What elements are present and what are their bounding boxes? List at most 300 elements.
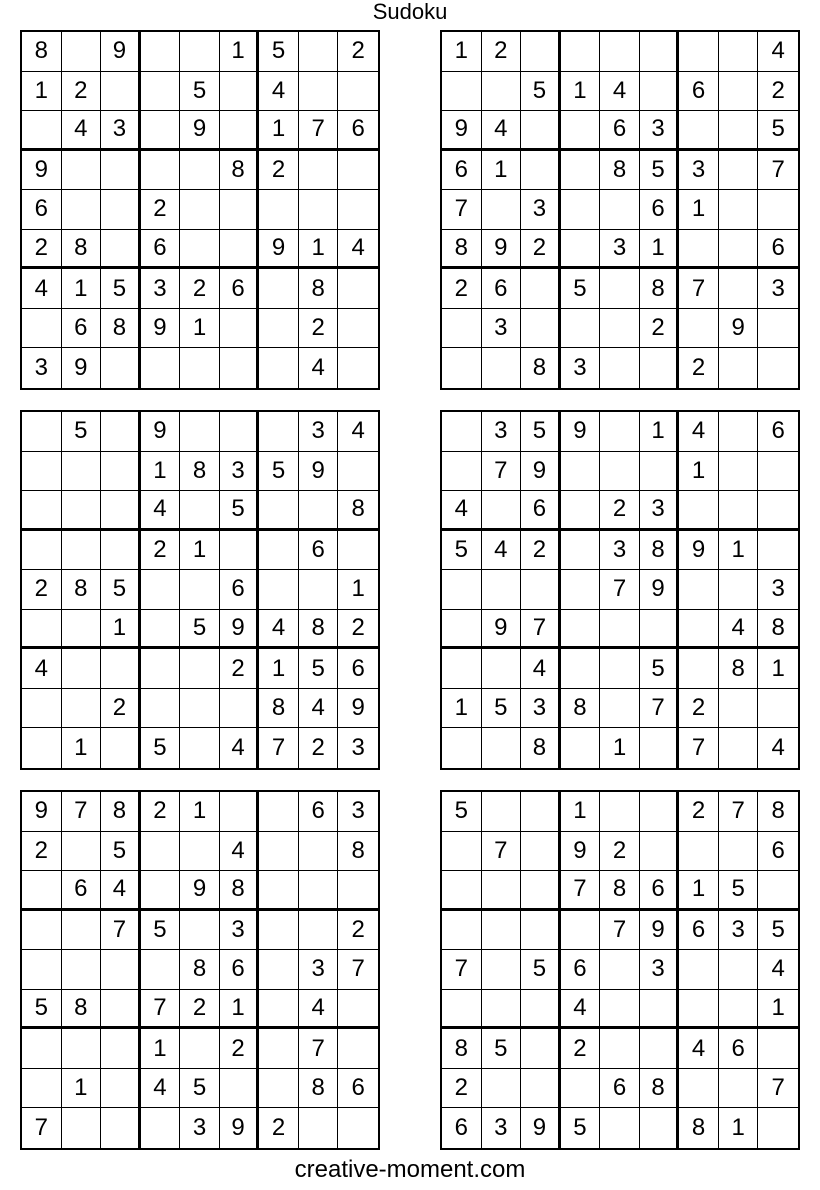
sudoku-cell: [521, 990, 561, 1030]
sudoku-cell: 9: [220, 610, 260, 650]
sudoku-cell: 5: [521, 412, 561, 452]
sudoku-cell: 3: [482, 309, 522, 349]
sudoku-cell: 8: [679, 1108, 719, 1148]
sudoku-cell: 2: [338, 32, 378, 72]
sudoku-cell: 4: [259, 610, 299, 650]
sudoku-cell: 8: [338, 491, 378, 531]
sudoku-cell: [482, 990, 522, 1030]
sudoku-cell: 6: [719, 1029, 759, 1069]
sudoku-cell: [259, 531, 299, 571]
sudoku-cell: [220, 531, 260, 571]
sudoku-cell: 7: [600, 570, 640, 610]
sudoku-cell: [719, 689, 759, 729]
sudoku-cell: [22, 491, 62, 531]
sudoku-cell: [719, 491, 759, 531]
sudoku-cell: [101, 230, 141, 270]
sudoku-cell: [101, 491, 141, 531]
sudoku-cell: [521, 792, 561, 832]
sudoku-cell: [180, 151, 220, 191]
sudoku-cell: 7: [101, 911, 141, 951]
sudoku-cell: [640, 72, 680, 112]
sudoku-cell: [259, 1069, 299, 1109]
sudoku-cell: 5: [521, 950, 561, 990]
sudoku-cell: [338, 151, 378, 191]
sudoku-cell: [561, 531, 601, 571]
sudoku-cell: [141, 32, 181, 72]
sudoku-cell: 5: [220, 491, 260, 531]
sudoku-cell: 1: [220, 990, 260, 1030]
sudoku-cell: [521, 1069, 561, 1109]
sudoku-cell: 2: [259, 1108, 299, 1148]
sudoku-cell: [719, 412, 759, 452]
sudoku-cell: [141, 689, 181, 729]
sudoku-cell: 5: [561, 1108, 601, 1148]
sudoku-cell: [259, 570, 299, 610]
sudoku-cell: 4: [521, 649, 561, 689]
sudoku-cell: [22, 689, 62, 729]
sudoku-cell: [338, 309, 378, 349]
sudoku-cell: 2: [600, 491, 640, 531]
sudoku-cell: 2: [141, 531, 181, 571]
sudoku-cell: 5: [101, 269, 141, 309]
sudoku-cell: [259, 990, 299, 1030]
sudoku-cell: 2: [22, 832, 62, 872]
sudoku-cell: [259, 1029, 299, 1069]
sudoku-cell: 7: [521, 610, 561, 650]
sudoku-cell: [482, 190, 522, 230]
sudoku-cell: [600, 990, 640, 1030]
sudoku-cell: [62, 1108, 102, 1148]
sudoku-cell: [338, 531, 378, 571]
sudoku-cell: [180, 1029, 220, 1069]
sudoku-cell: 2: [521, 531, 561, 571]
sudoku-cell: 7: [442, 950, 482, 990]
sudoku-cell: 7: [482, 832, 522, 872]
sudoku-cell: [220, 111, 260, 151]
sudoku-cell: 8: [600, 151, 640, 191]
sudoku-cell: [141, 151, 181, 191]
sudoku-cell: [299, 832, 339, 872]
sudoku-cell: [679, 950, 719, 990]
sudoku-cell: [22, 871, 62, 911]
sudoku-grid-2: [440, 30, 800, 390]
sudoku-cell: [679, 111, 719, 151]
sudoku-cell: 2: [521, 230, 561, 270]
sudoku-cell: 9: [220, 1108, 260, 1148]
sudoku-cell: 2: [561, 1029, 601, 1069]
sudoku-cell: 8: [521, 728, 561, 768]
sudoku-cell: 4: [679, 412, 719, 452]
sudoku-cell: 3: [220, 452, 260, 492]
sudoku-cell: [442, 610, 482, 650]
sudoku-cell: 2: [180, 990, 220, 1030]
sudoku-cell: [62, 452, 102, 492]
sudoku-cell: 8: [600, 871, 640, 911]
sudoku-cell: [101, 151, 141, 191]
sudoku-cell: [758, 1108, 798, 1148]
sudoku-cell: 1: [259, 649, 299, 689]
sudoku-cell: 5: [640, 649, 680, 689]
sudoku-cell: 5: [442, 792, 482, 832]
sudoku-cell: 8: [101, 309, 141, 349]
sudoku-cell: 4: [338, 230, 378, 270]
sudoku-cell: 8: [442, 1029, 482, 1069]
sudoku-cell: 9: [180, 871, 220, 911]
sudoku-cell: 3: [101, 111, 141, 151]
sudoku-cell: 7: [679, 728, 719, 768]
sudoku-cell: 3: [719, 911, 759, 951]
sudoku-cell: [180, 32, 220, 72]
sudoku-cell: 2: [220, 1029, 260, 1069]
sudoku-cell: [719, 1069, 759, 1109]
sudoku-cell: [600, 950, 640, 990]
sudoku-cell: [259, 832, 299, 872]
sudoku-grid-5: [20, 790, 380, 1150]
sudoku-cell: 1: [180, 792, 220, 832]
sudoku-cell: 5: [719, 871, 759, 911]
sudoku-cell: 3: [758, 269, 798, 309]
sudoku-cell: 9: [482, 230, 522, 270]
sudoku-cell: [442, 570, 482, 610]
sudoku-cell: 6: [758, 412, 798, 452]
sudoku-cell: [561, 151, 601, 191]
sudoku-cell: 1: [101, 610, 141, 650]
sudoku-cell: 7: [299, 1029, 339, 1069]
sudoku-cell: [101, 72, 141, 112]
sudoku-cell: [600, 32, 640, 72]
sudoku-cell: 1: [482, 151, 522, 191]
sudoku-cell: [640, 348, 680, 388]
sudoku-cell: [679, 832, 719, 872]
sudoku-cell: [338, 871, 378, 911]
sudoku-cell: [521, 1029, 561, 1069]
sudoku-cell: 8: [719, 649, 759, 689]
sudoku-cell: [299, 151, 339, 191]
sudoku-cell: [719, 950, 759, 990]
sudoku-cell: [141, 72, 181, 112]
sudoku-cell: [600, 1108, 640, 1148]
sudoku-cell: 1: [679, 452, 719, 492]
sudoku-cell: [640, 452, 680, 492]
sudoku-cell: [442, 990, 482, 1030]
sudoku-cell: 1: [180, 309, 220, 349]
sudoku-cell: 8: [758, 610, 798, 650]
sudoku-cell: [141, 348, 181, 388]
sudoku-cell: [220, 190, 260, 230]
sudoku-cell: 8: [259, 689, 299, 729]
sudoku-cell: [521, 111, 561, 151]
sudoku-cell: 8: [22, 32, 62, 72]
sudoku-cell: [719, 348, 759, 388]
sudoku-cell: 3: [351, 734, 365, 762]
sudoku-cell: [442, 452, 482, 492]
sudoku-cell: [679, 610, 719, 650]
sudoku-cell: 8: [101, 792, 141, 832]
sudoku-cell: 3: [482, 412, 522, 452]
sudoku-cell: [299, 32, 339, 72]
sudoku-cell: 4: [299, 990, 339, 1030]
sudoku-cell: 6: [640, 871, 680, 911]
sudoku-cell: [180, 230, 220, 270]
sudoku-cell: 8: [561, 689, 601, 729]
sudoku-cell: [561, 649, 601, 689]
sudoku-cell: 9: [141, 412, 181, 452]
sudoku-cell: [758, 190, 798, 230]
sudoku-grid-6: [440, 790, 800, 1150]
sudoku-cell: [62, 151, 102, 191]
sudoku-cell: 9: [482, 610, 522, 650]
sudoku-cell: [220, 689, 260, 729]
sudoku-cell: 6: [338, 1069, 378, 1109]
sudoku-cell: [521, 911, 561, 951]
sudoku-cell: [482, 950, 522, 990]
sudoku-cell: 5: [180, 1069, 220, 1109]
sudoku-cell: 6: [758, 230, 798, 270]
sudoku-cell: 5: [561, 269, 601, 309]
sudoku-cell: 9: [561, 832, 601, 872]
sudoku-cell: [22, 531, 62, 571]
sudoku-cell: 7: [482, 452, 522, 492]
sudoku-cell: [338, 72, 378, 112]
sudoku-cell: [101, 649, 141, 689]
sudoku-cell: [259, 792, 299, 832]
sudoku-cell: [141, 871, 181, 911]
sudoku-cell: 7: [141, 990, 181, 1030]
sudoku-cell: 6: [600, 111, 640, 151]
sudoku-cell: [482, 348, 522, 388]
sudoku-cell: 4: [338, 412, 378, 452]
sudoku-cell: [101, 190, 141, 230]
sudoku-cell: [338, 269, 378, 309]
sudoku-cell: [521, 570, 561, 610]
sudoku-cell: [259, 348, 299, 388]
sudoku-cell: 6: [299, 792, 339, 832]
sudoku-cell: [679, 32, 719, 72]
sudoku-cell: 3: [600, 230, 640, 270]
sudoku-cell: 6: [679, 911, 719, 951]
sudoku-cell: [22, 950, 62, 990]
sudoku-cell: [561, 309, 601, 349]
sudoku-cell: [299, 491, 339, 531]
sudoku-cell: [180, 689, 220, 729]
sudoku-cell: 1: [299, 230, 339, 270]
sudoku-cell: 4: [62, 111, 102, 151]
sudoku-grid-1: [20, 30, 380, 390]
sudoku-cell: [180, 570, 220, 610]
sudoku-cell: [22, 111, 62, 151]
sudoku-cell: [62, 491, 102, 531]
sudoku-cell: [600, 412, 640, 452]
sudoku-cell: 5: [482, 689, 522, 729]
sudoku-cell: 2: [442, 269, 482, 309]
sudoku-cell: [561, 491, 601, 531]
sudoku-cell: 2: [338, 610, 378, 650]
sudoku-cell: [62, 649, 102, 689]
sudoku-cell: [679, 570, 719, 610]
sudoku-cell: 3: [22, 348, 62, 388]
sudoku-cell: 4: [141, 1069, 181, 1109]
sudoku-cell: 9: [442, 111, 482, 151]
sudoku-cell: [22, 610, 62, 650]
sudoku-cell: 7: [679, 269, 719, 309]
sudoku-cell: [101, 1108, 141, 1148]
sudoku-cell: [141, 111, 181, 151]
sudoku-cell: [482, 871, 522, 911]
sudoku-cell: 9: [338, 689, 378, 729]
sudoku-cell: [22, 412, 62, 452]
sudoku-cell: 1: [442, 689, 482, 729]
sudoku-cell: 1: [719, 531, 759, 571]
sudoku-cell: [719, 832, 759, 872]
sudoku-cell: [442, 348, 482, 388]
sudoku-cell: [22, 452, 62, 492]
sudoku-cell: [259, 412, 299, 452]
sudoku-cell: 4: [442, 491, 482, 531]
sudoku-cell: 3: [758, 570, 798, 610]
sudoku-cell: [180, 649, 220, 689]
sudoku-cell: [640, 1029, 680, 1069]
sudoku-cell: [442, 871, 482, 911]
sudoku-cell: 2: [482, 32, 522, 72]
sudoku-cell: 6: [338, 649, 378, 689]
sudoku-cell: 2: [180, 269, 220, 309]
sudoku-cell: [600, 689, 640, 729]
sudoku-cell: 5: [259, 452, 299, 492]
sudoku-cell: 5: [101, 832, 141, 872]
sudoku-cell: 9: [141, 309, 181, 349]
sudoku-cell: 4: [220, 728, 260, 768]
sudoku-cell: [180, 832, 220, 872]
sudoku-cell: 6: [220, 950, 260, 990]
sudoku-cell: [101, 1069, 141, 1109]
sudoku-cell: 3: [180, 1108, 220, 1148]
sudoku-cell: [101, 950, 141, 990]
sudoku-cell: [600, 452, 640, 492]
sudoku-cell: 7: [22, 1108, 62, 1148]
sudoku-cell: 6: [220, 570, 260, 610]
sudoku-cell: [62, 190, 102, 230]
sudoku-cell: 6: [22, 190, 62, 230]
sudoku-cell: [141, 649, 181, 689]
sudoku-cell: 9: [22, 792, 62, 832]
sudoku-cell: 6: [62, 309, 102, 349]
sudoku-cell: 8: [62, 230, 102, 270]
sudoku-cell: 4: [220, 832, 260, 872]
sudoku-cell: [62, 531, 102, 571]
sudoku-cell: 4: [299, 348, 339, 388]
sudoku-cell: [600, 649, 640, 689]
sudoku-cell: 2: [600, 832, 640, 872]
sudoku-cell: 3: [220, 911, 260, 951]
sudoku-cell: [101, 990, 141, 1030]
sudoku-cell: 5: [22, 990, 62, 1030]
sudoku-cell: 1: [758, 990, 798, 1030]
sudoku-cell: [561, 230, 601, 270]
sudoku-grid-4: [440, 410, 800, 770]
sudoku-cell: 9: [679, 531, 719, 571]
sudoku-cell: [259, 190, 299, 230]
sudoku-cell: 5: [299, 649, 339, 689]
sudoku-cell: 1: [640, 230, 680, 270]
sudoku-cell: 9: [521, 452, 561, 492]
sudoku-cell: 5: [442, 531, 482, 571]
sudoku-cell: 1: [640, 412, 680, 452]
sudoku-cell: 2: [141, 792, 181, 832]
sudoku-cell: 4: [600, 72, 640, 112]
sudoku-cell: 8: [521, 348, 561, 388]
sudoku-cell: [482, 728, 522, 768]
sudoku-cell: 6: [299, 531, 339, 571]
sudoku-cell: [259, 950, 299, 990]
sudoku-cell: 7: [338, 950, 378, 990]
sudoku-cell: 7: [299, 111, 339, 151]
sudoku-cell: [442, 412, 482, 452]
sudoku-cell: 2: [220, 649, 260, 689]
sudoku-cell: [299, 871, 339, 911]
sudoku-cell: [521, 32, 561, 72]
sudoku-cell: 6: [600, 1069, 640, 1109]
sudoku-cell: [600, 269, 640, 309]
sudoku-cell: [719, 728, 759, 768]
sudoku-cell: 2: [679, 689, 719, 729]
sudoku-cell: 6: [640, 190, 680, 230]
sudoku-cell: 7: [600, 911, 640, 951]
sudoku-cell: [679, 309, 719, 349]
sudoku-cell: 4: [719, 610, 759, 650]
sudoku-cell: 5: [758, 911, 798, 951]
sudoku-cell: 1: [679, 871, 719, 911]
sudoku-cell: [521, 832, 561, 872]
sudoku-cell: 1: [600, 728, 640, 768]
sudoku-cell: 9: [22, 151, 62, 191]
sudoku-cell: 8: [180, 452, 220, 492]
sudoku-cell: 8: [640, 531, 680, 571]
sudoku-cell: [299, 1108, 339, 1148]
sudoku-cell: 1: [220, 32, 260, 72]
sudoku-cell: [719, 111, 759, 151]
sudoku-cell: [758, 452, 798, 492]
sudoku-cell: 4: [758, 32, 798, 72]
sudoku-cell: 8: [220, 871, 260, 911]
sudoku-cell: [482, 649, 522, 689]
sudoku-cell: [101, 348, 141, 388]
sudoku-cell: [180, 348, 220, 388]
sudoku-cell: [338, 990, 378, 1030]
sudoku-cell: 2: [22, 570, 62, 610]
sudoku-cell: [101, 728, 141, 768]
sudoku-cell: [101, 412, 141, 452]
sudoku-cell: [220, 792, 260, 832]
sudoku-cell: 9: [521, 1108, 561, 1148]
sudoku-cell: 9: [259, 230, 299, 270]
sudoku-cell: [22, 1029, 62, 1069]
sudoku-cell: [561, 190, 601, 230]
sudoku-cell: 7: [561, 871, 601, 911]
sudoku-cell: [719, 151, 759, 191]
sudoku-cell: [442, 728, 482, 768]
sudoku-cell: 1: [719, 1108, 759, 1148]
sudoku-cell: 7: [62, 792, 102, 832]
sudoku-cell: [482, 570, 522, 610]
sudoku-cell: 6: [561, 950, 601, 990]
sudoku-cell: 4: [101, 871, 141, 911]
sudoku-cell: [679, 1069, 719, 1109]
sudoku-cell: [679, 990, 719, 1030]
sudoku-cell: [640, 990, 680, 1030]
sudoku-cell: [220, 348, 260, 388]
sudoku-cell: [180, 911, 220, 951]
sudoku-cell: [679, 230, 719, 270]
